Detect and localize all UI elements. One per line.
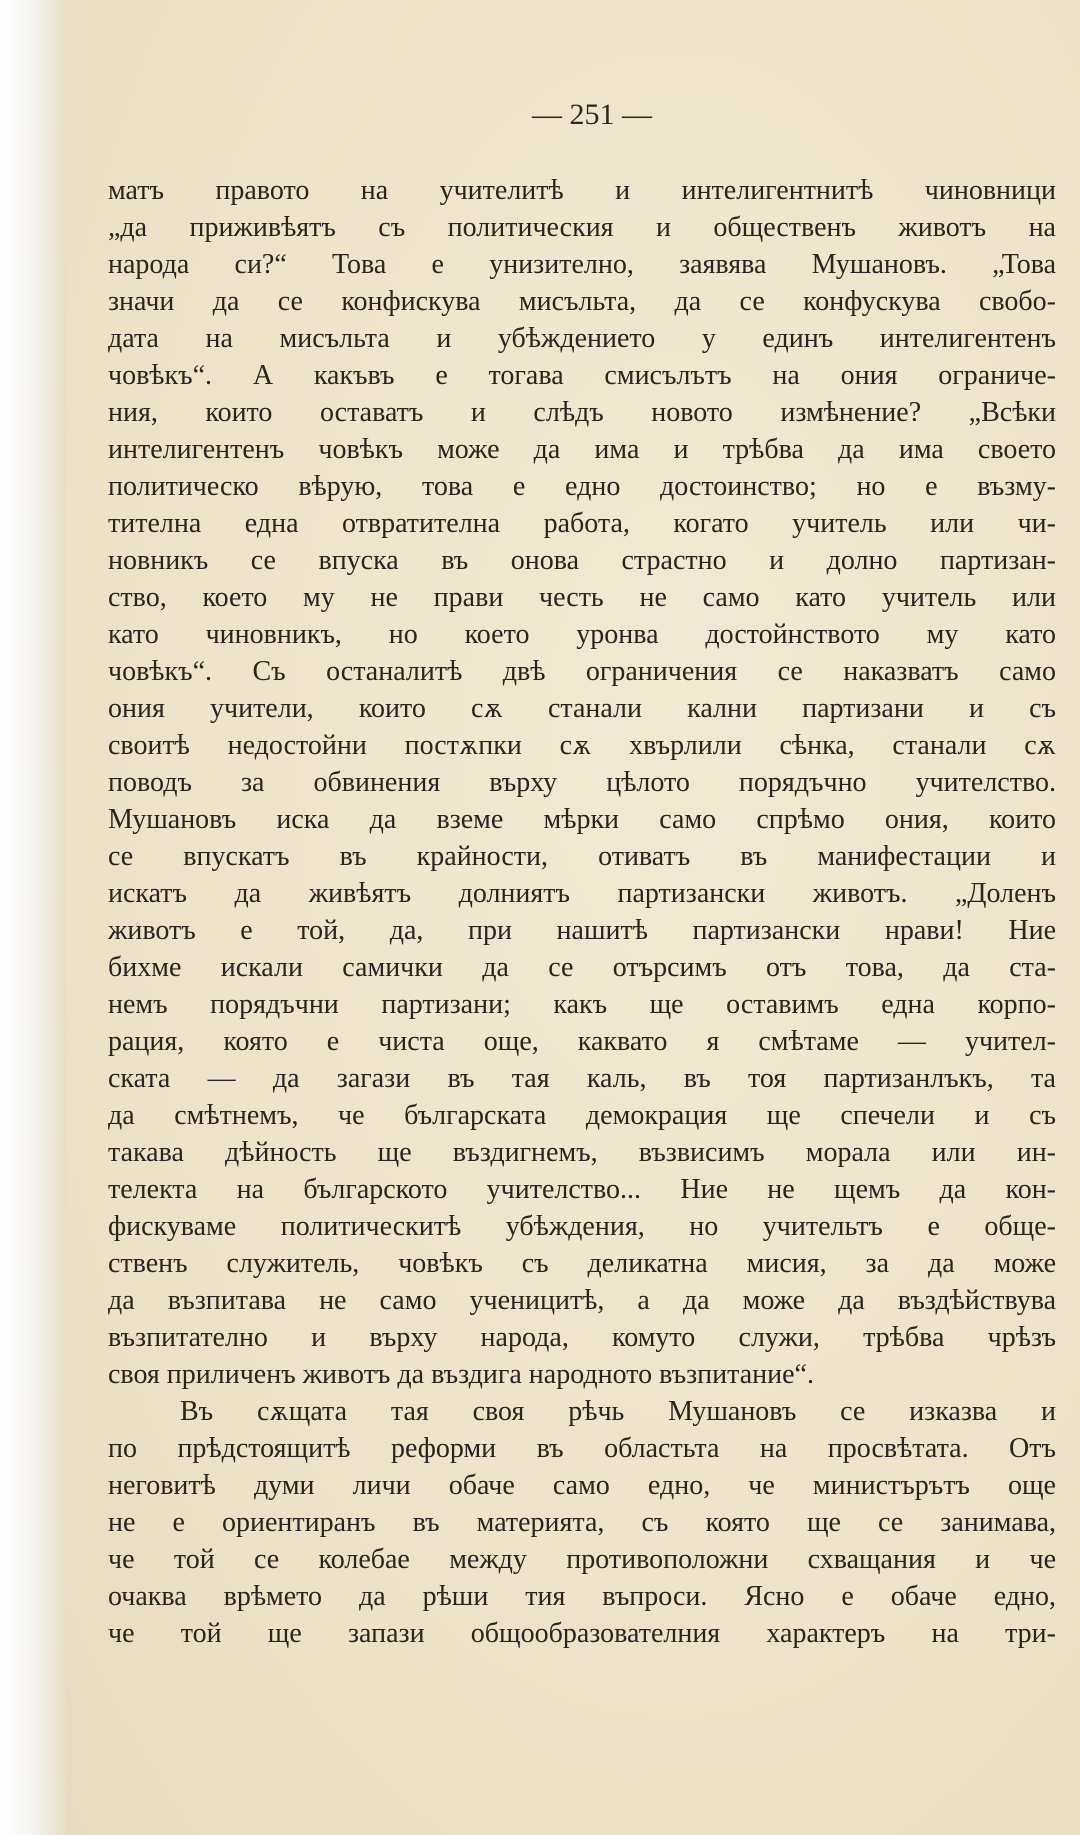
- page-text: [108, 172, 1056, 1652]
- text-line: интелигентенъ човѣкъ може да има и трѣбва да има своето: [108, 434, 1056, 465]
- text-line: се впускатъ въ крайности, отиватъ въ манифестации и: [108, 841, 1056, 872]
- text-line: рация, която е чиста още, каквато я смѣтаме — учител-: [108, 1026, 1056, 1057]
- text-line: своя приличенъ животъ да въздига народното възпитание“.: [108, 1359, 814, 1390]
- text-line: по прѣдстоящитѣ реформи въ областьта на просвѣтата. Отъ: [108, 1433, 1056, 1464]
- book-page: [66, 0, 1080, 1835]
- text-line: немъ порядъчни партизани; какъ ще оставимъ една корпо-: [108, 989, 1056, 1020]
- text-line: ската — да загази въ тая каль, въ тоя партизанлъкъ, та: [108, 1063, 1056, 1094]
- text-line: Въ сѫщата тая своя рѣчь Мушановъ се изказва и: [180, 1396, 1056, 1427]
- text-line: ство, което му не прави честь не само като учитель или: [108, 582, 1056, 613]
- text-line: поводъ за обвинения върху цѣлото порядъчно учителство.: [108, 767, 1056, 798]
- text-line: че той ще запази общообразователния характеръ на три-: [108, 1618, 1056, 1649]
- text-line: ственъ служитель, човѣкъ съ деликатна мисия, за да може: [108, 1248, 1056, 1279]
- text-line: бихме искали самички да се отърсимъ отъ това, да ста-: [108, 952, 1056, 983]
- text-line: като чиновникъ, но което уронва достойнството му като: [108, 619, 1056, 650]
- text-line: Мушановъ иска да вземе мѣрки само спрѣмо ония, които: [108, 804, 1056, 835]
- text-line: неговитѣ думи личи обаче само едно, че министърътъ още: [108, 1470, 1056, 1501]
- page-number: — 251 —: [532, 98, 652, 131]
- text-line: не е ориентиранъ въ материята, съ която ще се занимава,: [108, 1507, 1056, 1538]
- text-line: възпитателно и върху народа, комуто служи, трѣбва чрѣзъ: [108, 1322, 1056, 1353]
- paragraph-2: [108, 1393, 1056, 1652]
- text-line: политическо вѣрую, това е едно достоинство; но е възму-: [108, 471, 1056, 502]
- text-line: да смѣтнемъ, че българската демокрация ще спечели и съ: [108, 1100, 1056, 1131]
- text-line: новникъ се впуска въ онова страстно и долно партизан-: [108, 545, 1056, 576]
- text-line: матъ правото на учителитѣ и интелигентнитѣ чиновници: [108, 175, 1056, 206]
- text-line: тителна една отвратителна работа, когато учитель или чи-: [108, 508, 1056, 539]
- text-line: искатъ да живѣятъ долниятъ партизански животъ. „Доленъ: [108, 878, 1056, 909]
- text-line: народа си?“ Това е унизително, заявява Мушановъ. „Това: [108, 249, 1056, 280]
- scan-edge: [0, 0, 66, 1835]
- text-line: дата на мисъльта и убѣждението у единъ интелигентенъ: [108, 323, 1056, 354]
- text-line: своитѣ недостойни постѫпки сѫ хвърлили сѣнка, станали сѫ: [108, 730, 1056, 761]
- paragraph-1: [108, 172, 1056, 1393]
- text-line: че той се колебае между противоположни схващания и че: [108, 1544, 1056, 1575]
- text-line: телекта на българското учителство... Ние не щемъ да кон-: [108, 1174, 1056, 1205]
- text-line: ония учители, които сѫ станали кални партизани и съ: [108, 693, 1056, 724]
- text-line: значи да се конфискува мисъльта, да се конфускува свобо-: [108, 286, 1056, 317]
- text-line: човѣкъ“. Съ останалитѣ двѣ ограничения се наказватъ само: [108, 656, 1056, 687]
- text-line: животъ е той, да, при нашитѣ партизански нрави! Ние: [108, 915, 1056, 946]
- text-line: очаква врѣмето да рѣши тия въпроси. Ясно е обаче едно,: [108, 1581, 1056, 1612]
- text-line: човѣкъ“. А какъвъ е тогава смисълътъ на ония ограниче-: [108, 360, 1056, 391]
- text-line: ния, които оставатъ и слѣдъ новото измѣнение? „Всѣки: [108, 397, 1056, 428]
- text-line: „да приживѣятъ съ политическия и общественъ животъ на: [108, 212, 1056, 243]
- text-line: да възпитава не само ученицитѣ, а да може да въздѣйствува: [108, 1285, 1056, 1316]
- text-line: такава дѣйность ще въздигнемъ, възвисимъ морала или ин-: [108, 1137, 1056, 1168]
- text-line: фискуваме политическитѣ убѣждения, но учительтъ е обще-: [108, 1211, 1056, 1242]
